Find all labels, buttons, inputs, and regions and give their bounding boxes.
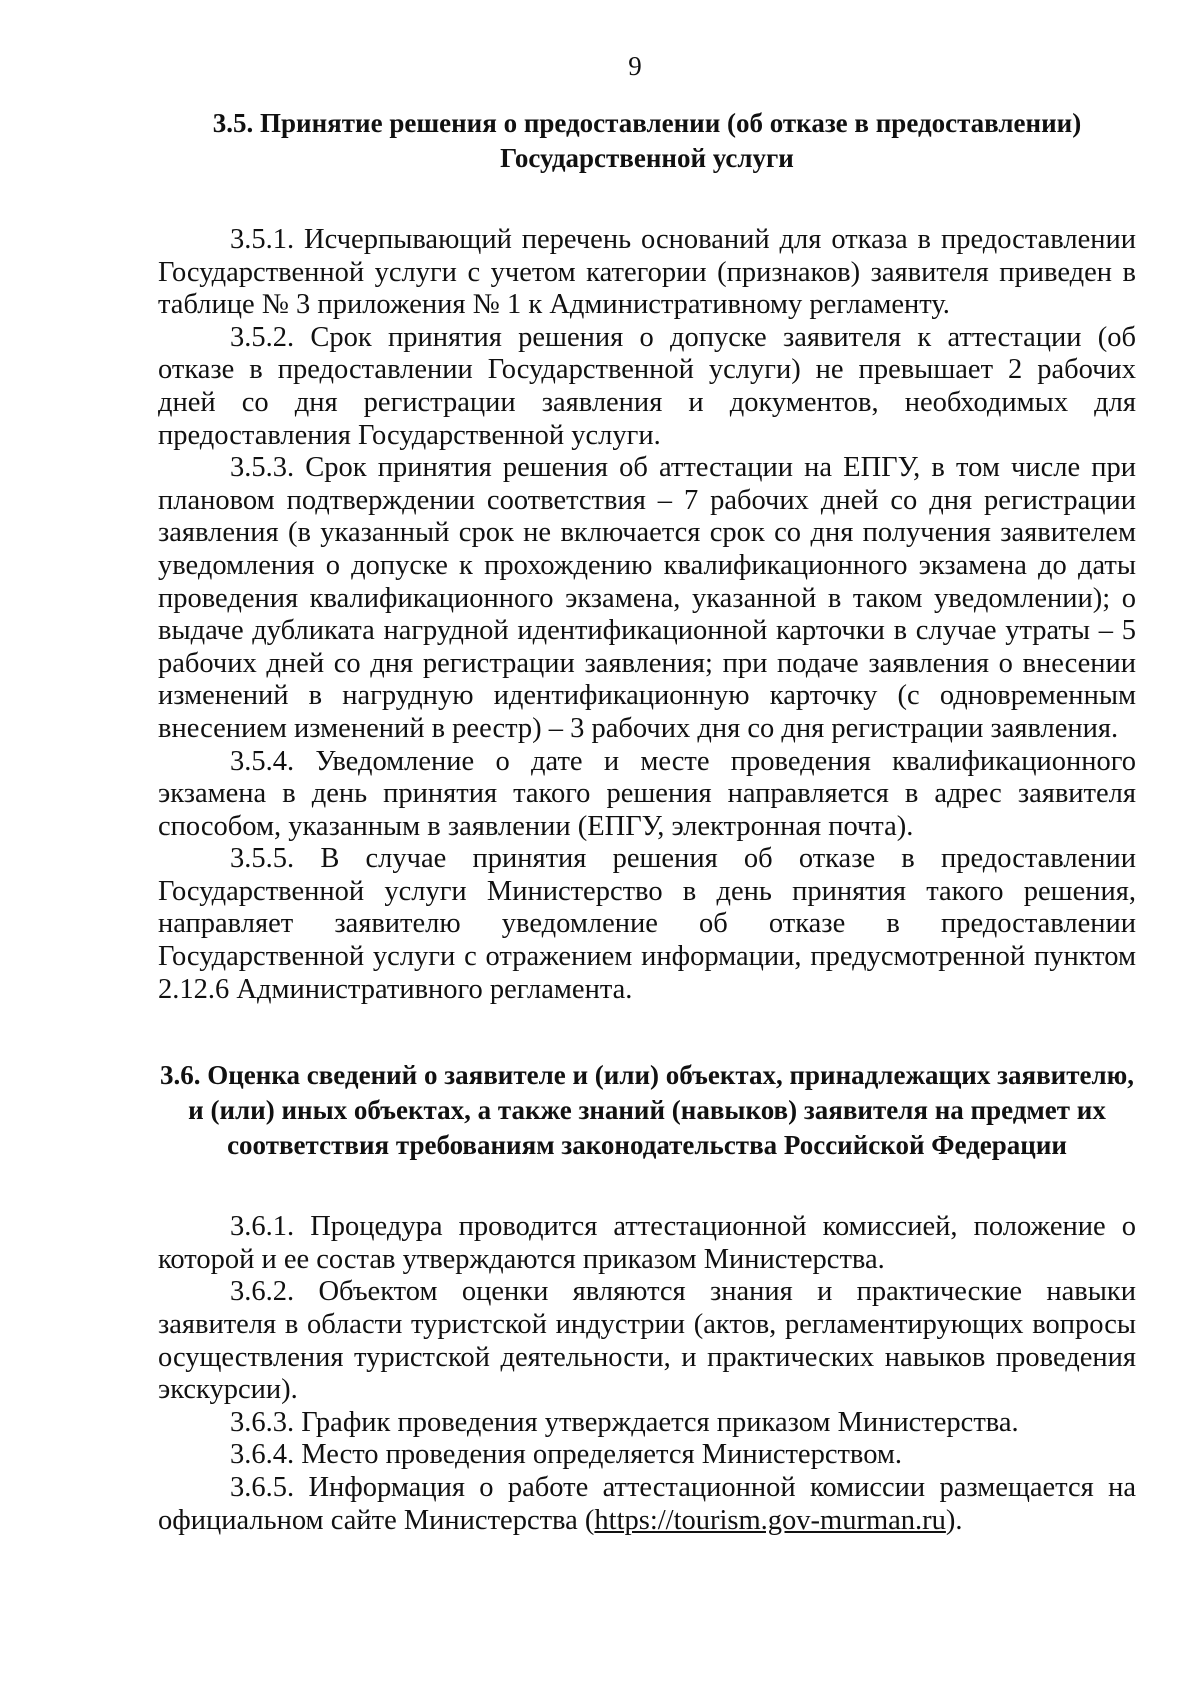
paragraph-3-5-4: 3.5.4. Уведомление о дате и месте проведения квалификационного экзамена в день принятия такого решения направляется в адрес заявителя способом, указанным в заявлении (ЕПГУ, электронная почта). (158, 745, 1136, 842)
document-body (158, 106, 1136, 1537)
paragraph-3-6-5-end: ). (945, 1504, 963, 1536)
section-3-5-heading: 3.5. Принятие решения о предоставлении (об отказе в предоставлении) Государственной услуги (212, 108, 1082, 173)
section-3-6-heading: 3.6. Оценка сведений о заявителе и (или) объектах, принадлежащих заявителю, и (или) иных объектах, а также знаний (навыков) заявителя на предмет их соответствия требованиям законодательства Российской Федерации (159, 1060, 1134, 1161)
paragraph-3-6-5-text: 3.6.5. Информация о работе аттестационной комиссии размещается на официальном сайте Министерства ( (158, 1472, 1136, 1536)
paragraph-3-6-4: 3.6.4. Место проведения определяется Министерством. (230, 1439, 903, 1471)
paragraph-3-6-3: 3.6.3. График проведения утверждается приказом Министерства. (230, 1406, 1019, 1438)
page-number: 9 (628, 51, 642, 81)
paragraph-3-6-1: 3.6.1. Процедура проводится аттестационной комиссией, положение о которой и ее состав утверждаются приказом Министерства. (158, 1211, 1136, 1275)
paragraph-3-5-5: 3.5.5. В случае принятия решения об отказе в предоставлении Государственной услуги Министерство в день принятия такого решения, направляет заявителю уведомление об отказе в предоставлении Государственной услуги с отражением информации, предусмотренной пунктом 2.12.6 Административного регламента. (158, 843, 1136, 1005)
paragraph-3-6-2: 3.6.2. Объектом оценки являются знания и практические навыки заявителя в области туристской индустрии (актов, регламентирующих вопросы осуществления туристской деятельности, и практических навыков проведения экскурсии). (158, 1276, 1136, 1406)
paragraph-3-5-1: 3.5.1. Исчерпывающий перечень оснований для отказа в предоставлении Государственной услуги с учетом категории (признаков) заявителя приведен в таблице № 3 приложения № 1 к Административному регламенту. (158, 224, 1136, 321)
paragraph-3-6-5 (158, 1472, 1136, 1537)
paragraph-3-5-3: 3.5.3. Срок принятия решения об аттестации на ЕПГУ, в том числе при плановом подтверждении соответствия – 7 рабочих дней со дня регистрации заявления (в указанный срок не включается срок со дня получения заявителем уведомления о допуске к прохождению квалификационного экзамена до даты проведения квалификационного экзамена, указанной в таком уведомлении); о выдаче дубликата нагрудной идентификационной карточки в случае утраты – 5 рабочих дней со дня регистрации заявления; при подаче заявления о внесении изменений в нагрудную идентификационную карточку (с одновременным внесением изменений в реестр) – 3 рабочих дня со дня регистрации заявления. (158, 452, 1136, 744)
paragraph-3-5-2: 3.5.2. Срок принятия решения о допуске заявителя к аттестации (об отказе в предоставлении Государственной услуги) не превышает 2 рабочих дней со дня регистрации заявления и документов, необходимых для предоставления Государственной услуги. (158, 321, 1136, 451)
ministry-website-link[interactable]: https://tourism.gov-murman.ru (594, 1504, 946, 1536)
